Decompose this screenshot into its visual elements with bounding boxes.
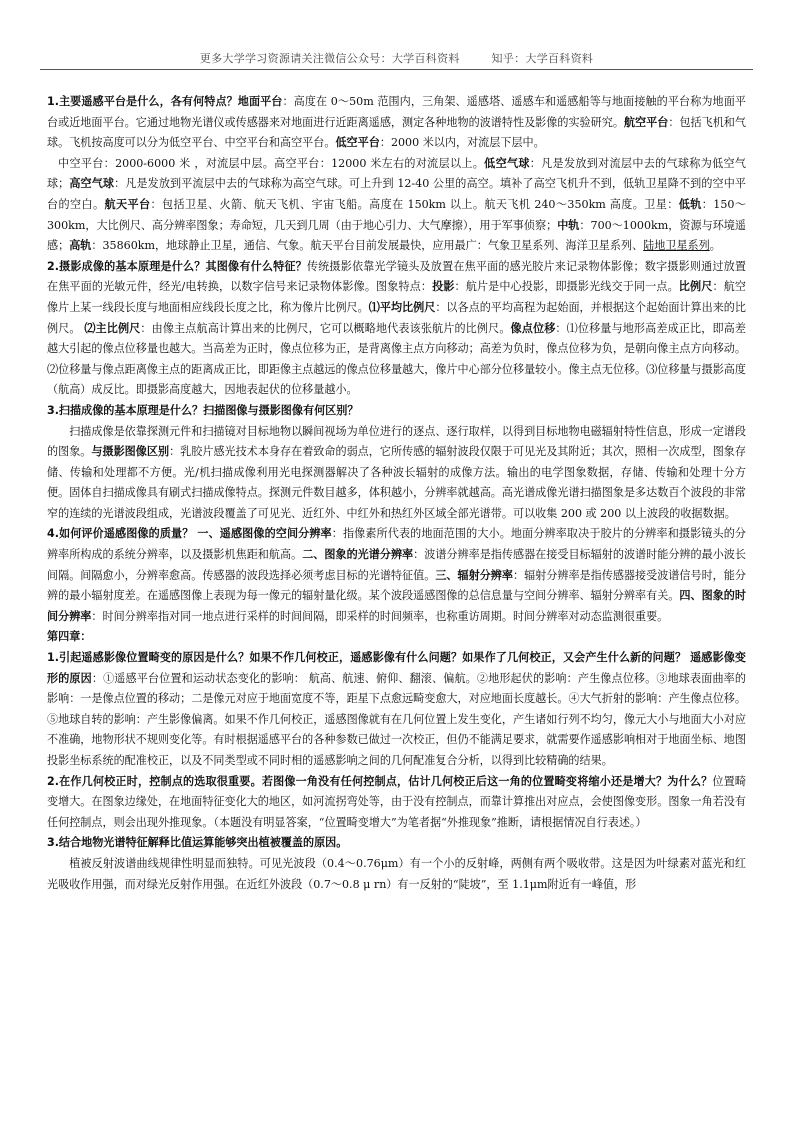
paragraph [47,154,746,257]
text-run: ：乳胶片感光技术本身存在着致命的弱点，它所传感的辐射波段仅限于可见光及其附近；其次，照相一次成型，图象存储、传输和处理都不方便。光/机扫描成像利用光电探测器解决了各种波长辐射的成像方法。输出的电学图象数据，存储、传输和处理十分方便。固体自扫描成像具有刷式扫描成像特点。探测元件数目越多，体积越小，分辨率就越高。高光谱成像光谱扫描图象是多达数百个波段的非常窄的连续的光谱波段组成，光谱波段覆盖了可见光、近红外、中红外和热红外区域全部光谱带。可以收集 200 或 200 以上波段的收据数据。 [47,445,746,520]
paragraph [47,401,746,422]
bold-text-run: 中轨 [557,218,580,232]
bold-text-run: 低轨 [678,197,702,211]
bold-text-run: 与摄影图像区别 [91,445,170,459]
paragraph [47,772,746,834]
paragraph [47,627,746,648]
text-run: 。 [709,239,721,253]
bold-text-run: 高空气球 [69,177,115,191]
text-run: ：航空像片上某一线段长度与地面相应线段长度之比，称为像片比例尺。 [47,280,746,314]
document-body [47,92,746,895]
header-divider [40,69,753,70]
bold-text-run: 第四章： [47,630,92,644]
bold-text-run: 1.引起遥感影像位置畸变的原因是什么？如果不作几何校正，遥感影像有什么问题？如果作了几何校正，又会产生什么新的问题？ 遥感影像变形的原因 [47,651,746,685]
bold-text-run: ⑴平均比例尺 [368,300,436,314]
bold-text-run: 3.扫描成像的基本原理是什么？扫描图像与摄影图像有何区别？ [47,403,359,417]
bold-text-run: ⑵主比例尺 [84,321,141,335]
text-run: ：700～1000km，资源与环境遥感； [47,218,746,253]
paragraph [47,92,746,154]
text-run: ：35860km，地球静止卫星，通信、气象。航天平台目前发展最快，应用最广：气象卫星系列、海洋卫星系列、 [91,239,644,253]
text-run: ：辐射分辨率是指传感器接受波谱信号时，能分辨的最小辐射度差。在遥感图像上表现为每一像元的辐射量化级。某个波段遥感图像的总信息量与空间分辨率、辐射分辨率有关。 [47,568,746,603]
text-run: ：波谱分辨率是指传感器在接受目标辐射的波谱时能分辨的最小波长间隔。间隔愈小，分辨率愈高。传感器的波段选择必须考虑目标的光谱特征值。 [47,548,746,582]
bold-text-run: 2.摄影成像的基本原理是什么？其图像有什么特征？ [47,259,307,273]
bold-text-run: 高轨 [69,239,92,253]
bold-text-run: 四、图象的时间分辨率 [47,589,746,623]
text-run: ：包括飞机和气球。飞机按高度可以分为低空平台、中空平台和高空平台。 [47,115,746,150]
bold-text-run: 2.在作几何校正时，控制点的选取很重要。若图像一角没有任何控制点，估计几何校正后这一角的位置畸变将缩小还是增大？为什么？ [47,774,713,788]
text-run: ：航片是中心投影，即摄影光线交于同一点。 [454,280,679,294]
header-wechat-text: 更多大学学习资源请关注微信公众号：大学百科资料 [199,52,460,65]
text-run: 位置畸变增大。在图象边缘处，在地面特征变化大的地区，如河流拐弯处等，由于没有控制点，而靠计算推出对应点，会使图像变形。图象一角若没有任何控制点，则会出现外推现象。（本题没有明显答案，“位置畸变增大”为笔者据“外推现象”推断，请根据情况自行表述。） [47,774,746,829]
paragraph [47,257,746,401]
text-run: ：以各点的平均高程为起始面，并根据这个起始面计算出来的比例尺。 [47,300,746,335]
text-run: ：包括卫星、火箭、航天飞机、宇宙飞船。高度在 150km 以上。航天飞机 240～350km 高度。卫星： [150,197,679,211]
text-run: ：①遥感平台位置和运动状态变化的影响： 航高、航速、俯仰、翻滚、偏航。②地形起伏的影响：产生像点位移。③地球表面曲率的影响：一是像点位置的移动；二是像元对应于地面宽度不等，距星下点愈远畸变愈大，对应地面长度越长。④大气折射的影响：产生像点位移。⑤地球自转的影响：产生影像偏离。如果不作几何校正，遥感图像就有在几何位置上发生变化，产生诸如行列不均匀，像元大小与地面大小对应不准确，地物形状不规则变化等。有时根据遥感平台的各种参数已做过一次校正，但仍不能满足要求，就需要作遥感影响相对于地面坐标、地图投影坐标系统的配准校正，以及不同类型或不同时相的遥感影响之间的几何配准复合分析，以得到比较精确的结果。 [47,671,746,767]
paragraph [47,854,746,895]
header-zhihu-text: 知乎：大学百科资料 [491,52,594,65]
text-run: ：⑴位移量与地形高差成正比，即高差越大引起的像点位移量也越大。当高差为正时，像点位移为正，是背离像主点方向移动；高差为负时，像点位移为负，是朝向像主点方向移动。⑵位移量与像点距离像主点的距离成正比，即距像主点越远的像点位移量越大，像片中心部分位移量较小。像主点无位移。⑶位移量与摄影高度（航高）成反比。即摄影高度越大，因地表起伏的位移量越小。 [47,321,746,397]
bold-text-run: 3.结合地物光谱特征解释比值运算能够突出植被覆盖的原因。 [47,836,348,850]
text-run: 传统摄影依靠光学镜头及放置在焦平面的感光胶片来记录物体影像；数字摄影则通过放置在焦平面的光敏元件，经光/电转换，以数字信号来记录物体影像。图象特点： [47,259,747,294]
bold-text-run: 低空平台 [335,136,380,150]
text-run: 植被反射波谱曲线规律性明显而独特。可见光波段（0.4～0.76μm）有一个小的反射峰，两侧有两个吸收带。这是因为叶绿素对蓝光和红光吸收作用强，而对绿光反射作用强。在近红外波段（0.7～0.8 μ rn）有一反射的“陡坡”，至 1.1μm附近有一峰值，形 [47,856,746,891]
bold-text-run: 航空平台 [623,115,669,129]
paragraph [47,833,746,854]
bold-text-run: 4.如何评价遥感图像的质量？ 一、遥感图像的空间分辨率 [47,527,332,541]
bold-text-run: 航天平台 [104,197,151,211]
bold-text-run: 1.主要遥感平台是什么，各有何特点？地面平台 [47,95,283,108]
text-run: ：150～300km，大比例尺、高分辨率图象；寿命短，几天到几周（由于地心引力、大气摩擦），用于军事侦察； [47,197,746,232]
bold-text-run: 比例尺 [678,280,713,294]
text-run: ：高度在 0～50m 范围内，三角架、遥感塔、遥感车和遥感船等与地面接触的平台称为地面平台或近地面平台。它通过地物光谱仪或传感器来对地面进行近距离遥感，测定各种地物的波谱特性及影像的实验研究。 [47,95,746,129]
paragraph [47,648,746,772]
bold-text-run: 二、图象的光谱分辨率 [302,548,414,562]
text-run: 陆地卫星系列 [643,239,710,253]
text-run: ：指像素所代表的地面范围的大小。地面分辨率取决于胶片的分辨率和摄影镜头的分辨率所构成的系统分辨率，以及摄影机焦距和航高。 [47,527,746,562]
text-run: ：凡是发放到对流层中去的气球称为低空气球； [47,156,746,191]
text-run: 中空平台：2000-6000 米 ，对流层中层。高空平台：12000 米左右的对流层以上。 [58,156,485,170]
bold-text-run: 低空气球 [484,156,530,170]
paragraph [47,422,746,525]
text-run: ：凡是发放到平流层中去的气球称为高空气球。可上升到 12-40 公里的高空。填补了高空飞机升不到，低轨卫星降不到的空中平台的空白。 [47,177,746,211]
text-run: ：时间分辨率指对同一地点进行采样的时间间隔，即采样的时间频率，也称重访周期。时间分辨率对动态监测很重要。 [91,609,669,623]
page-header [0,50,793,66]
text-run: 扫描成像是依靠探测元件和扫描镜对目标地物以瞬间视场为单位进行的逐点、逐行取样，以得到目标地物电磁辐射特性信息，形成一定谱段的图象。 [47,424,746,459]
bold-text-run: 投影 [432,280,455,294]
bold-text-run: 像点位移 [510,321,556,335]
text-run: ：2000 米以内，对流层下层中。 [379,136,545,150]
text-run: ：由像主点航高计算出来的比例尺，它可以概略地代表该张航片的比例尺。 [140,321,511,335]
bold-text-run: 三、辐射分辨率 [435,568,513,582]
paragraph [47,524,746,627]
